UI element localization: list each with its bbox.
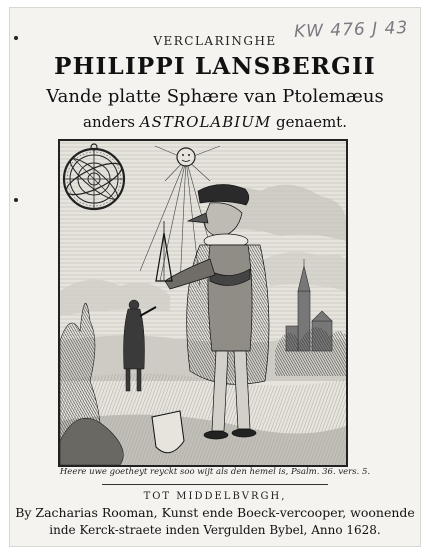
title-astrolabium-word: ASTROLABIUM [139, 113, 272, 131]
shield-icon [152, 411, 184, 453]
ink-dot [14, 198, 18, 202]
title-anders: anders [83, 113, 135, 131]
imprint-rule [102, 484, 328, 485]
imprint-place: TOT MIDDELBVRGH, [143, 491, 287, 502]
title-line-astrolabium [10, 113, 420, 131]
title-genaemt: genaemt. [275, 113, 347, 131]
title-line-verclaringhe: VERCLARINGHE [153, 34, 277, 48]
title-page [10, 8, 420, 546]
trees [275, 327, 346, 376]
imprint-printer: By Zacharias Rooman, Kunst ende Boeck-vercooper, woonende [15, 505, 415, 520]
title-line-author: PHILIPPI LANSBERGII [54, 53, 376, 80]
engraved-plate [58, 139, 348, 467]
engraving-illustration [60, 141, 346, 465]
title-line-subject: Vande platte Sphære van Ptolemæus [46, 86, 384, 107]
plate-caption: Heere uwe goetheyt reyckt soo wijt als den hemel is, Psalm. 36. vers. 5. [59, 467, 371, 477]
imprint-address: inde Kerck-straete inden Vergulden Bybel, Anno 1628. [49, 523, 381, 537]
shelfmark-annotation: KW 476 J 43 [293, 18, 409, 42]
